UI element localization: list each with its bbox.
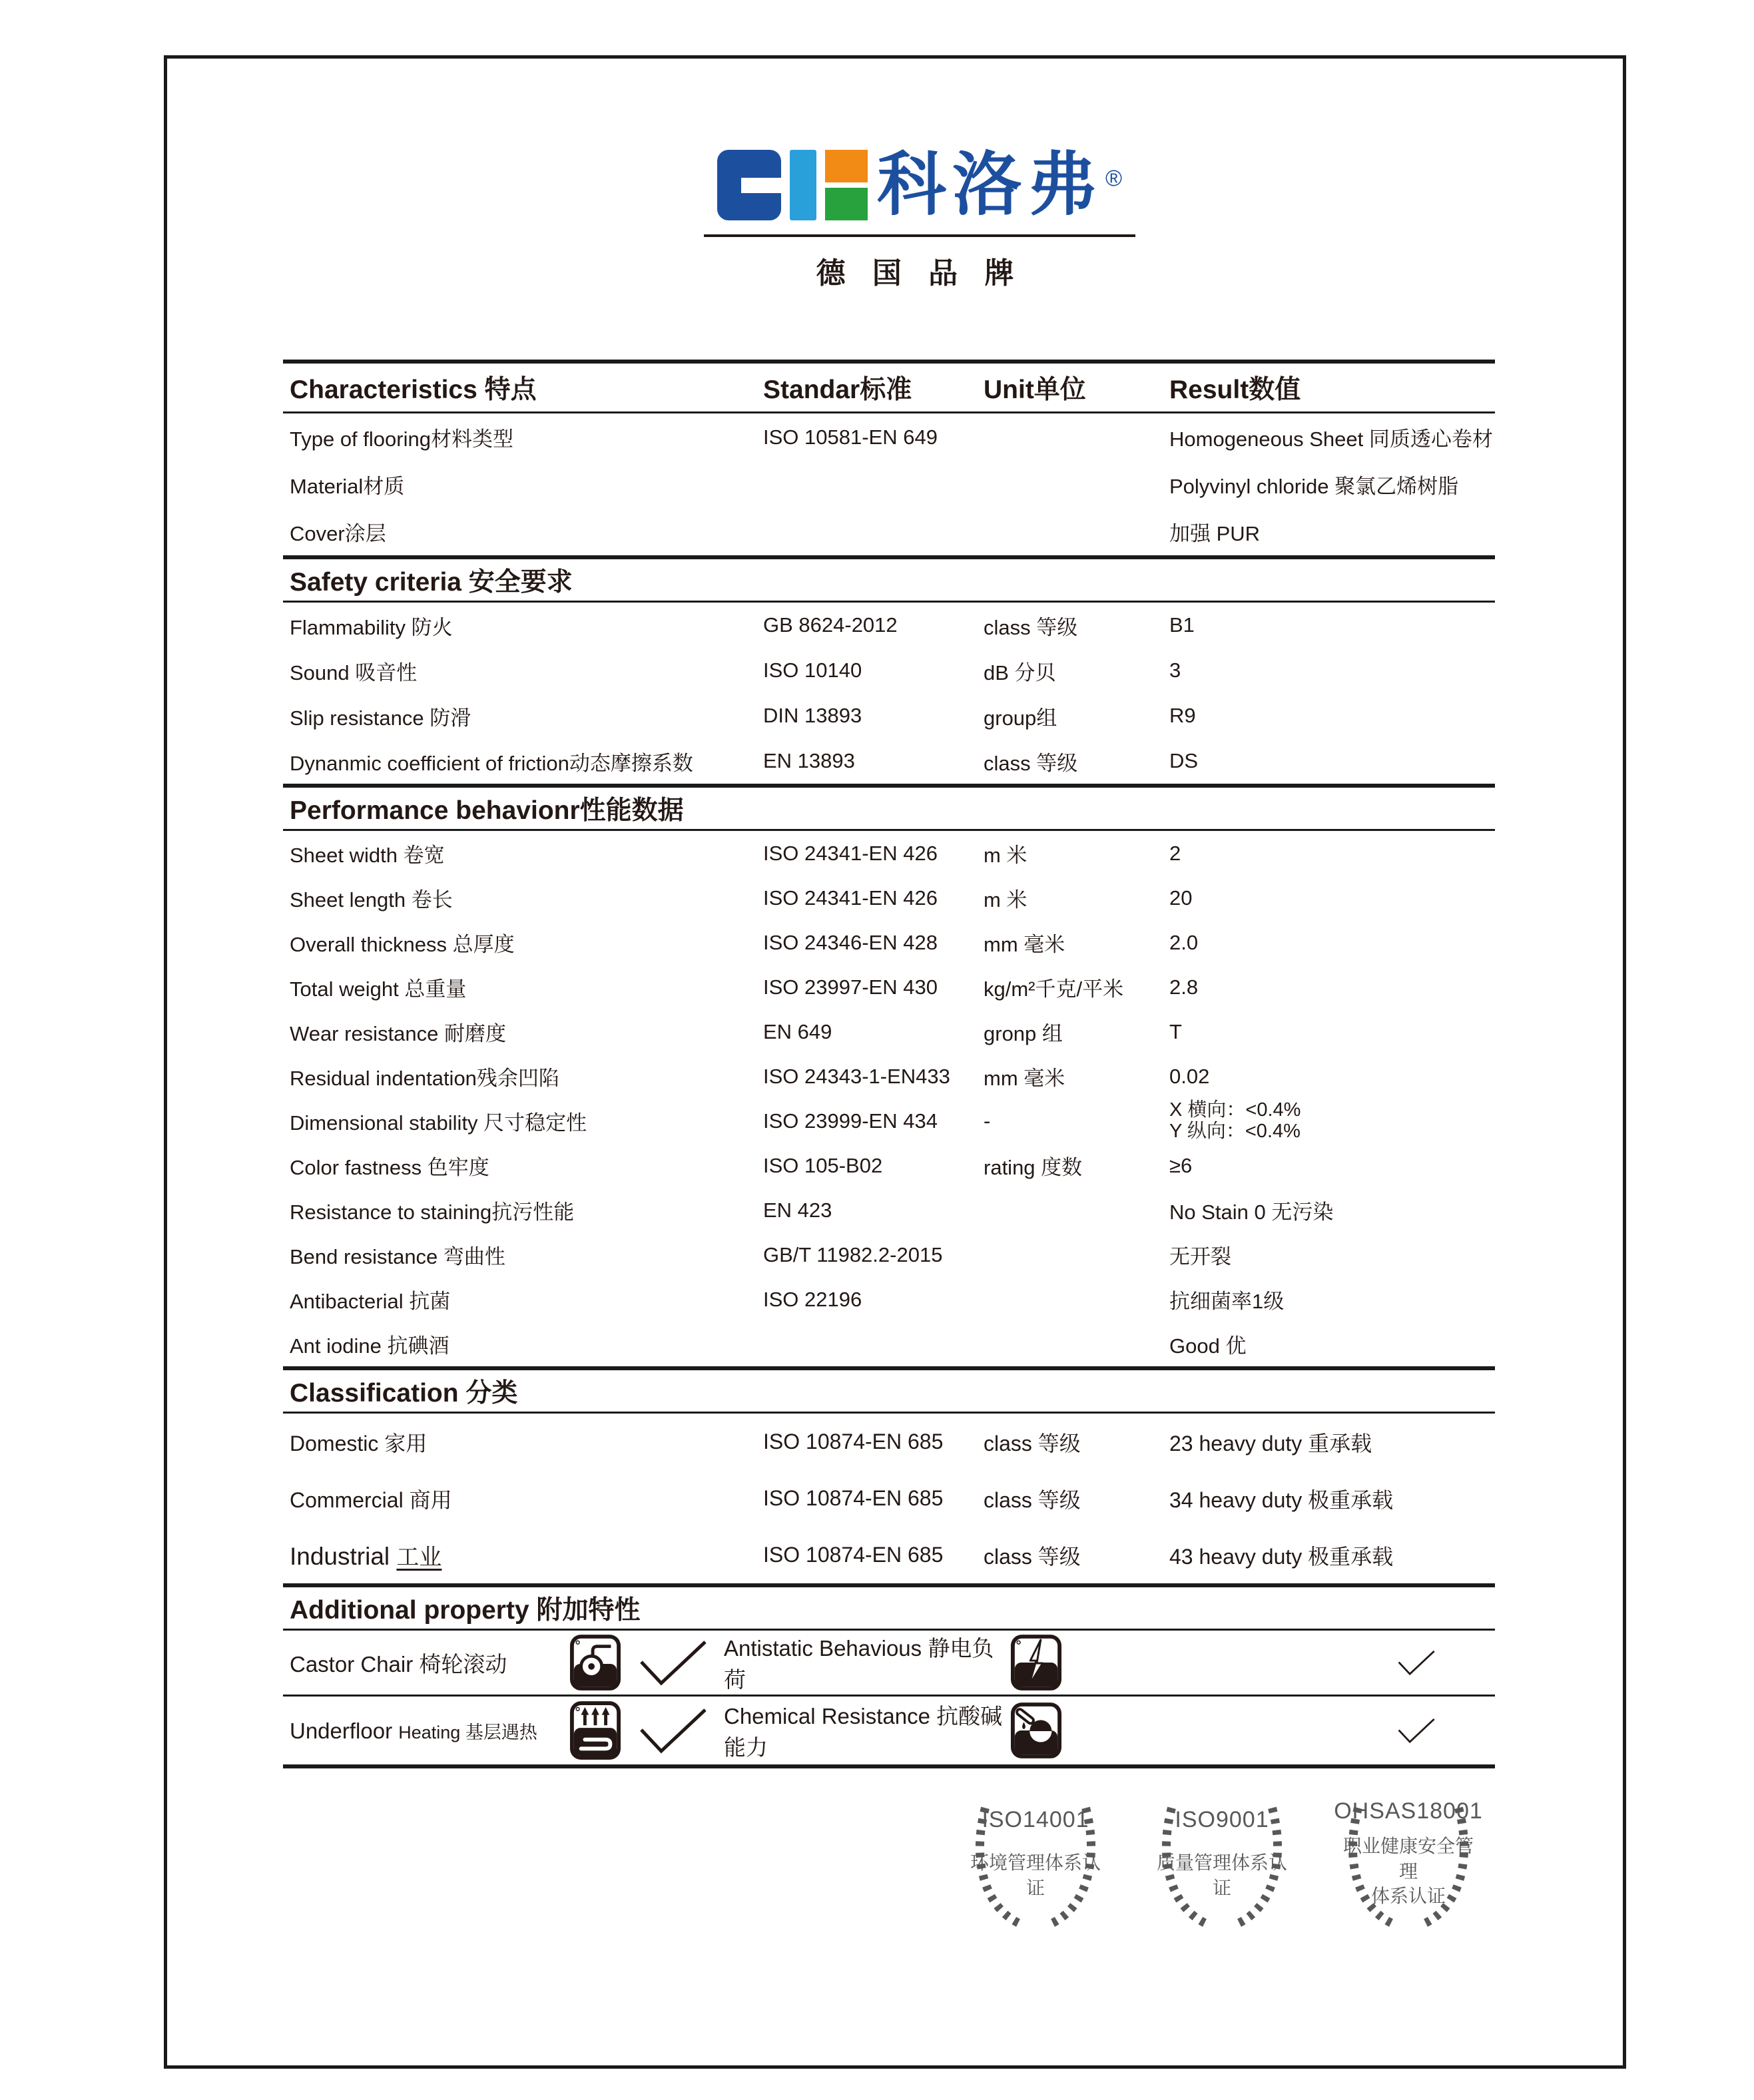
row-label: Sheet width 卷宽 — [290, 844, 445, 867]
row-result-line2: Y 纵向：<0.4% — [1169, 1120, 1301, 1142]
row-label-en: Industrial — [290, 1543, 390, 1570]
classification-rows — [283, 1414, 1495, 1583]
row-label: Bend resistance 弯曲性 — [290, 1245, 505, 1268]
row-result: 34 heavy duty 极重承载 — [1169, 1487, 1394, 1512]
brand-logo-mark — [717, 150, 868, 220]
additional-property-row — [283, 1631, 1495, 1697]
row-unit: class 等级 — [984, 751, 1078, 775]
col-header-standard: Standar标准 — [763, 376, 912, 404]
cert-label — [1338, 1834, 1479, 1909]
row-label — [290, 1539, 763, 1571]
row-result: 加强 PUR — [1169, 522, 1261, 545]
row-unit: group组 — [984, 706, 1057, 730]
row-result: B1 — [1169, 613, 1195, 637]
table-row — [283, 1232, 1495, 1277]
table-row — [283, 1414, 1495, 1470]
table-row — [283, 1009, 1495, 1054]
checkmark-icon — [1383, 1638, 1436, 1687]
table-row — [283, 965, 1495, 1009]
cert-label: 质量管理体系认证 — [1156, 1852, 1287, 1898]
cert-badge-ohsas18001 — [1318, 1776, 1499, 1931]
cert-label: 环境管理体系认证 — [970, 1852, 1101, 1898]
row-label-cn: 工业 — [396, 1545, 442, 1570]
row-result: 3 — [1169, 658, 1181, 682]
brand-divider — [704, 234, 1135, 237]
characteristics-rows — [283, 413, 1495, 555]
brand-tagline: 德 国 品 牌 — [816, 257, 1023, 290]
additional-label: Antistatic Behavious 静电负荷 — [724, 1636, 994, 1692]
chemical-resistance-icon — [1010, 1702, 1383, 1759]
row-unit: m 米 — [984, 888, 1027, 912]
cert-badge-iso9001 — [1131, 1776, 1313, 1931]
row-label: Type of flooring材料类型 — [290, 427, 513, 451]
table-row — [283, 693, 1495, 738]
row-unit: class 等级 — [984, 615, 1078, 639]
row-standard: GB/T 11982.2-2015 — [763, 1242, 943, 1266]
table-row — [283, 603, 1495, 648]
row-label: Ant iodine 抗碘酒 — [290, 1334, 449, 1358]
table-row — [283, 1322, 1495, 1366]
row-standard: ISO 105-B02 — [763, 1153, 883, 1177]
row-standard: ISO 10581-EN 649 — [763, 425, 938, 449]
cert-badge-iso14001 — [945, 1776, 1126, 1931]
section-header-classification — [283, 1366, 1495, 1414]
row-label: Cover涂层 — [290, 522, 386, 545]
brand-name — [876, 146, 1123, 224]
table-row — [283, 413, 1495, 461]
row-unit: kg/m²千克/平米 — [984, 977, 1124, 1001]
row-result: 23 heavy duty 重承载 — [1169, 1431, 1372, 1455]
row-label: Slip resistance 防滑 — [290, 706, 471, 730]
section-title: Safety criteria 安全要求 — [290, 568, 573, 597]
table-row — [283, 648, 1495, 693]
section-title: Additional property 附加特性 — [290, 1596, 641, 1625]
row-standard: ISO 24343-1-EN433 — [763, 1064, 950, 1088]
row-unit: rating 度数 — [984, 1156, 1083, 1179]
section-header-safety — [283, 555, 1495, 603]
row-standard: ISO 10140 — [763, 658, 862, 682]
row-unit: class 等级 — [984, 1544, 1081, 1569]
row-standard: ISO 24341-EN 426 — [763, 886, 938, 910]
row-label: Residual indentation残余凹陷 — [290, 1067, 559, 1090]
row-result: 2 — [1169, 841, 1181, 865]
row-label: Antibacterial 抗菌 — [290, 1290, 451, 1313]
row-standard: ISO 10874-EN 685 — [763, 1543, 944, 1567]
row-label: Total weight 总重量 — [290, 977, 467, 1001]
cert-code: OHSAS18001 — [1334, 1798, 1483, 1824]
row-result: Polyvinyl chloride 聚氯乙烯树脂 — [1169, 475, 1459, 498]
row-unit: class 等级 — [984, 1431, 1081, 1455]
cert-label-line2: 体系认证 — [1370, 1886, 1446, 1907]
table-row — [283, 1527, 1495, 1583]
table-row — [283, 1470, 1495, 1527]
certifications — [945, 1776, 1499, 1931]
row-label: Overall thickness 总厚度 — [290, 933, 515, 956]
row-label: Dynanmic coefficient of friction动态摩擦系数 — [290, 751, 693, 775]
additional-label-main: Underfloor — [290, 1718, 393, 1743]
brand-block — [700, 145, 1139, 292]
additional-property-rows — [283, 1631, 1495, 1768]
additional-label: Chemical Resistance 抗酸碱能力 — [724, 1704, 1003, 1760]
antistatic-icon — [1010, 1634, 1383, 1691]
row-result: 抗细菌率1级 — [1169, 1290, 1285, 1313]
brand-name-text: 科洛弗 — [876, 146, 1103, 224]
row-standard: ISO 24341-EN 426 — [763, 841, 938, 865]
row-result: DS — [1169, 749, 1199, 772]
row-standard: EN 649 — [763, 1019, 832, 1043]
row-result: R9 — [1169, 704, 1196, 727]
additional-label — [290, 1718, 569, 1744]
row-standard: ISO 24346-EN 428 — [763, 930, 938, 954]
row-unit: m 米 — [984, 844, 1027, 867]
row-result: 0.02 — [1169, 1064, 1210, 1088]
table-row — [283, 1277, 1495, 1322]
spec-table — [283, 360, 1495, 1768]
checkmark-icon — [623, 1706, 724, 1755]
logo-c-shape — [717, 150, 781, 220]
row-result: Good 优 — [1169, 1334, 1247, 1358]
row-result — [1169, 1100, 1495, 1143]
safety-rows — [283, 603, 1495, 784]
logo-green-square — [825, 188, 868, 220]
row-label: Wear resistance 耐磨度 — [290, 1022, 507, 1045]
logo-i-bar — [790, 150, 816, 220]
section-header-performance — [283, 784, 1495, 831]
table-row — [283, 738, 1495, 784]
row-unit: gronp 组 — [984, 1022, 1063, 1045]
row-standard: GB 8624-2012 — [763, 613, 898, 637]
additional-label-sub: Heating 基层遇热 — [398, 1722, 537, 1742]
table-row — [283, 461, 1495, 508]
col-header-characteristics: Characteristics 特点 — [290, 376, 537, 404]
row-unit: mm 毫米 — [984, 933, 1065, 956]
row-result: ≥6 — [1169, 1153, 1193, 1177]
row-result: 43 heavy duty 极重承载 — [1169, 1544, 1394, 1569]
row-result: Homogeneous Sheet 同质透心卷材 — [1169, 427, 1493, 451]
checkmark-icon — [623, 1638, 724, 1687]
registered-mark: ® — [1105, 166, 1123, 191]
table-row — [283, 508, 1495, 555]
table-row — [283, 831, 1495, 876]
table-row — [283, 920, 1495, 965]
row-standard: ISO 23999-EN 434 — [763, 1109, 938, 1133]
table-row — [283, 876, 1495, 920]
row-label: Sound 吸音性 — [290, 660, 418, 684]
row-result: 2.8 — [1169, 975, 1199, 999]
row-label: Dimensional stability 尺寸稳定性 — [290, 1111, 587, 1135]
table-row — [283, 1143, 1495, 1188]
row-unit: - — [984, 1109, 991, 1133]
col-header-result: Result数值 — [1169, 376, 1301, 404]
row-standard: ISO 10874-EN 685 — [763, 1430, 944, 1453]
row-standard: EN 13893 — [763, 749, 855, 772]
row-result: T — [1169, 1019, 1182, 1043]
row-label: Flammability 防火 — [290, 615, 453, 639]
cert-code: ISO9001 — [1175, 1806, 1269, 1832]
row-label: Resistance to staining抗污性能 — [290, 1200, 575, 1224]
row-unit: dB 分贝 — [984, 660, 1056, 684]
section-title: Classification 分类 — [290, 1379, 518, 1408]
row-label: Material材质 — [290, 475, 405, 498]
cert-code: ISO14001 — [982, 1806, 1089, 1832]
row-standard: EN 423 — [763, 1198, 832, 1222]
document-frame — [164, 55, 1626, 2069]
cert-label-line1: 职业健康安全管理 — [1342, 1835, 1474, 1882]
performance-rows — [283, 831, 1495, 1366]
row-label: Domestic 家用 — [290, 1431, 428, 1455]
additional-property-row — [283, 1697, 1495, 1764]
row-standard: ISO 10874-EN 685 — [763, 1486, 944, 1510]
row-result: No Stain 0 无污染 — [1169, 1200, 1334, 1224]
section-header-additional — [283, 1583, 1495, 1631]
logo-orange-square — [825, 150, 868, 182]
row-standard: ISO 22196 — [763, 1287, 862, 1311]
row-label: Commercial 商用 — [290, 1487, 452, 1512]
castor-chair-icon — [569, 1634, 623, 1691]
row-result: 2.0 — [1169, 930, 1199, 954]
row-unit: mm 毫米 — [984, 1067, 1065, 1090]
row-result: 无开裂 — [1169, 1245, 1231, 1268]
row-result: 20 — [1169, 886, 1193, 910]
row-label: Sheet length 卷长 — [290, 888, 453, 912]
table-row — [283, 1188, 1495, 1232]
additional-label: Castor Chair 椅轮滚动 — [290, 1651, 507, 1677]
underfloor-heating-icon — [569, 1701, 623, 1760]
row-unit: class 等级 — [984, 1487, 1081, 1512]
logo-square-stack — [825, 150, 868, 220]
section-title: Performance behavionr性能数据 — [290, 796, 684, 825]
checkmark-icon — [1383, 1706, 1436, 1755]
row-standard: DIN 13893 — [763, 704, 862, 727]
col-header-unit: Unit单位 — [984, 376, 1086, 404]
table-row — [283, 1054, 1495, 1099]
row-result-line1: X 横向：<0.4% — [1169, 1099, 1301, 1121]
row-standard: ISO 23997-EN 430 — [763, 975, 938, 999]
table-header-row — [283, 360, 1495, 413]
table-row — [283, 1099, 1495, 1143]
row-label: Color fastness 色牢度 — [290, 1156, 489, 1179]
